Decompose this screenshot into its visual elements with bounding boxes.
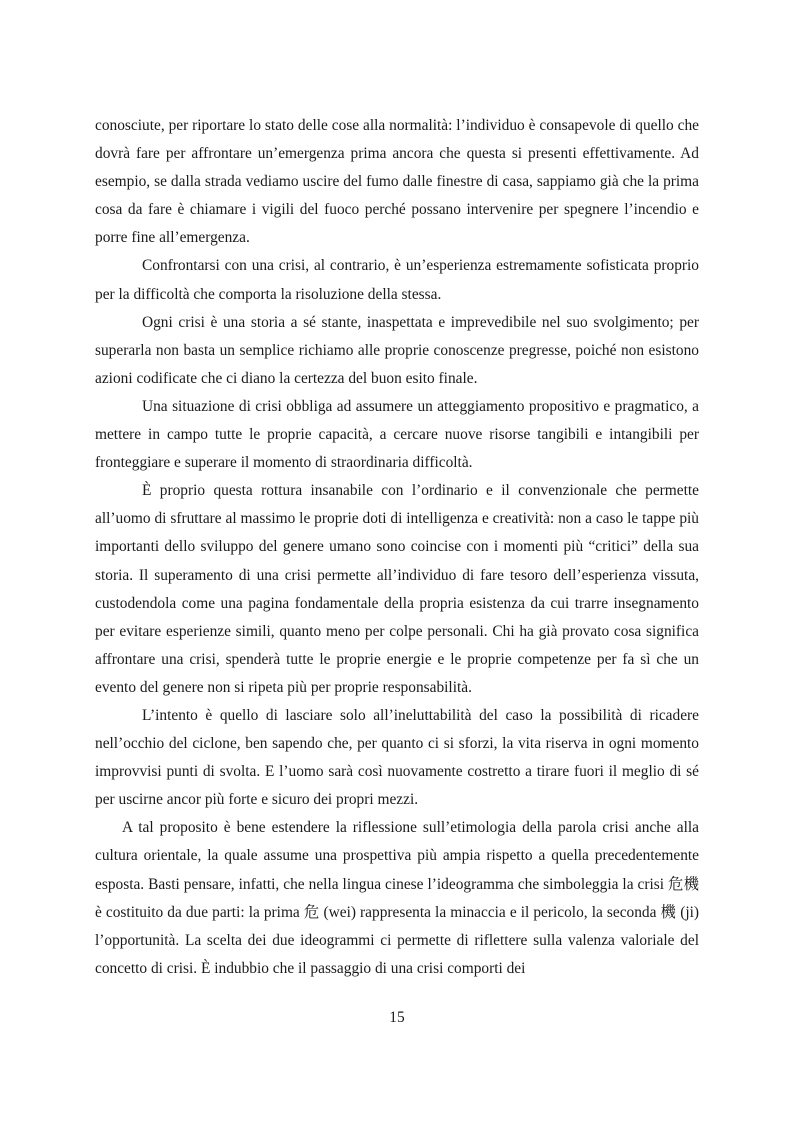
paragraph: A tal proposito è bene estendere la riflessione sull’etimologia della parola crisi anche alla cultura orientale, la quale assume una prospettiva più ampia rispetto a quella precedentemente esposta. Basti pensare, infatti, che nella lingua cinese l’ideogramma che simboleggia la crisi 危機 è costituito da due parti: la prima 危 (wei) rappresenta la minaccia e il pericolo, la seconda 機 (ji) l’opportunità. La scelta dei due ideogrammi ci permette di riflettere sulla valenza valoriale del concetto di crisi. È indubbio che il passaggio di una crisi comporti dei: [95, 819, 699, 977]
paragraph: Una situazione di crisi obbliga ad assumere un atteggiamento propositivo e pragmatico, a mettere in campo tutte le proprie capacità, a cercare nuove risorse tangibili e intangibili per fronteggiare e superare il momento di straordinaria difficoltà.: [95, 397, 699, 472]
body-text: [95, 112, 699, 983]
paragraph: È proprio questa rottura insanabile con l’ordinario e il convenzionale che permette all’uomo di sfruttare al massimo le proprie doti di intelligenza e creatività: non a caso le tappe più importanti dello sviluppo del genere umano sono coincise con i momenti più “critici” della sua storia. Il superamento di una crisi permette all’individuo di fare tesoro dell’esperienza vissuta, custodendola come una pagina fondamentale della propria esistenza da cui trarre insegnamento per evitare esperienze simili, quanto meno per colpe personali. Chi ha già provato cosa significa affrontare una crisi, spenderà tutte le proprie energie e le proprie competenze per fa sì che un evento del genere non si ripeta più per proprie responsabilità.: [95, 482, 699, 696]
paragraph: L’intento è quello di lasciare solo all’ineluttabilità del caso la possibilità di ricadere nell’occhio del ciclone, ben sapendo che, per quanto ci si sforzi, la vita riserva in ogni momento improvvisi punti di svolta. E l’uomo sarà così nuovamente costretto a tirare fuori il meglio di sé per uscirne ancor più forte e sicuro dei propri mezzi.: [95, 706, 699, 809]
paragraph-continuation: conosciute, per riportare lo stato delle cose alla normalità: l’individuo è consapevole di quello che dovrà fare per affrontare un’emergenza prima ancora che questa si presenti effettivamente. Ad esempio, se dalla strada vediamo uscire del fumo dalle finestre di casa, sappiamo già che la prima cosa da fare è chiamare i vigili del fuoco perché possano intervenire per spegnere l’incendio e porre fine all’emergenza.: [95, 117, 699, 247]
paragraph: Ogni crisi è una storia a sé stante, inaspettata e imprevedibile nel suo svolgimento; per superarla non basta un semplice richiamo alle proprie conoscenze pregresse, poiché non esistono azioni codificate che ci diano la certezza del buon esito finale.: [95, 313, 699, 387]
paragraph: Confrontarsi con una crisi, al contrario, è un’esperienza estremamente sofisticata proprio per la difficoltà che comporta la risoluzione della stessa.: [95, 257, 699, 303]
page-number: 15: [389, 1009, 405, 1026]
